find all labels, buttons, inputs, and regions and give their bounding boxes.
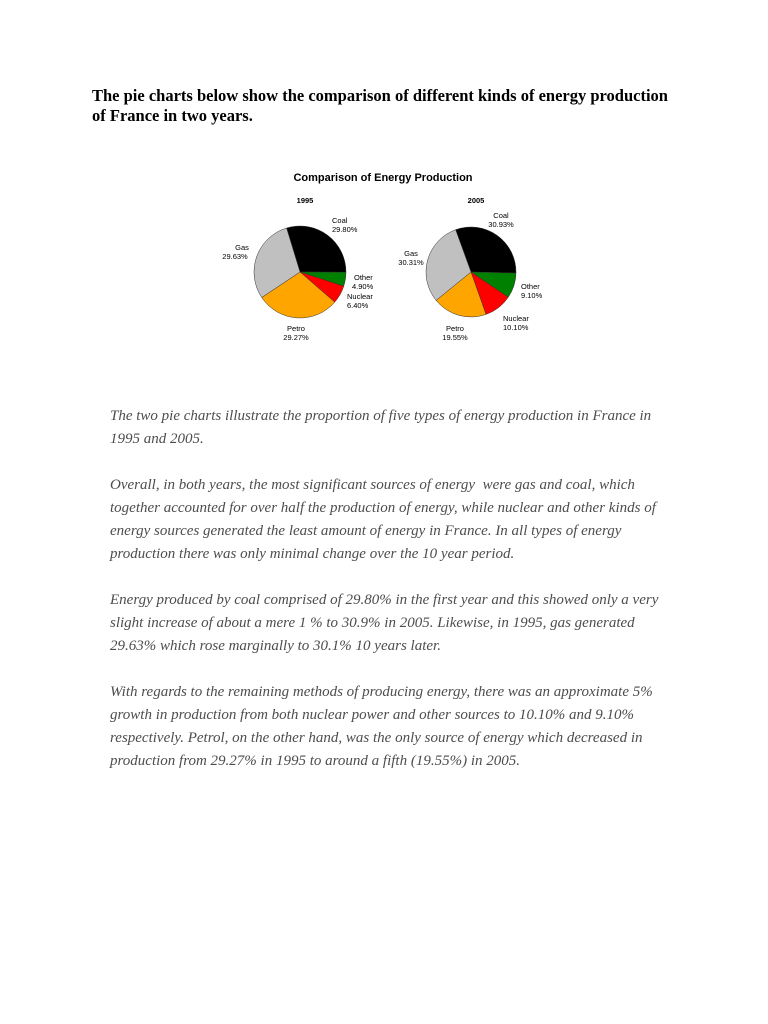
pie-year-title: 2005 bbox=[467, 196, 485, 205]
energy-production-chart bbox=[215, 160, 550, 352]
paragraph-line: Energy produced by coal comprised of 29.80% in the first year and this showed only a very bbox=[110, 592, 659, 608]
slice-value-coal: 30.93% bbox=[488, 220, 514, 229]
paragraph-line: slight increase of about a mere 1 % to 30.9% in 2005. Likewise, in 1995, gas generated bbox=[110, 615, 635, 631]
pie-chart-1995 bbox=[222, 196, 373, 342]
pie-chart-2005 bbox=[398, 196, 542, 342]
slice-label-gas: Gas bbox=[404, 249, 418, 258]
page-heading bbox=[92, 86, 668, 126]
slice-label-nuclear: Nuclear bbox=[347, 292, 373, 301]
slice-label-nuclear: Nuclear bbox=[503, 314, 529, 323]
slice-value-other: 4.90% bbox=[352, 282, 374, 291]
paragraph-line: respectively. Petrol, on the other hand, was the only source of energy which decreased in bbox=[110, 730, 643, 746]
essay-paragraph-4 bbox=[110, 681, 710, 773]
paragraph-line: The two pie charts illustrate the proportion of five types of energy production in France in bbox=[110, 408, 652, 424]
paragraph-line: 1995 and 2005. bbox=[110, 431, 204, 447]
slice-value-gas: 29.63% bbox=[222, 252, 248, 261]
essay-paragraph-2 bbox=[110, 474, 710, 566]
slice-label-coal: Coal bbox=[332, 216, 348, 225]
essay-paragraph-1 bbox=[110, 405, 710, 451]
slice-value-petro: 19.55% bbox=[442, 333, 468, 342]
paragraph-line: 29.63% which rose marginally to 30.1% 10 years later. bbox=[110, 638, 441, 654]
paragraph-line: together accounted for over half the production of energy, while nuclear and other kinds of bbox=[110, 500, 656, 516]
paragraph-line: With regards to the remaining methods of producing energy, there was an approximate 5% bbox=[110, 684, 653, 700]
slice-value-nuclear: 6.40% bbox=[347, 301, 369, 310]
slice-label-coal: Coal bbox=[493, 211, 509, 220]
slice-label-other: Other bbox=[354, 273, 373, 282]
heading-line: The pie charts below show the comparison of different kinds of energy production bbox=[92, 86, 668, 105]
paragraph-line: production there was only minimal change over the 10 year period. bbox=[110, 546, 515, 562]
paragraph-line: production from 29.27% in 1995 to around a fifth (19.55%) in 2005. bbox=[110, 753, 520, 769]
heading-line: of France in two years. bbox=[92, 106, 253, 125]
essay-body bbox=[110, 405, 710, 796]
slice-value-other: 9.10% bbox=[521, 291, 543, 300]
paragraph-line: growth in production from both nuclear power and other sources to 10.10% and 9.10% bbox=[110, 707, 635, 723]
slice-label-gas: Gas bbox=[235, 243, 249, 252]
slice-value-nuclear: 10.10% bbox=[503, 323, 529, 332]
paragraph-line: Overall, in both years, the most significant sources of energy were gas and coal, which bbox=[110, 477, 635, 493]
slice-value-petro: 29.27% bbox=[283, 333, 309, 342]
chart-title: Comparison of Energy Production bbox=[293, 172, 473, 184]
slice-value-coal: 29.80% bbox=[332, 225, 358, 234]
essay-paragraph-3 bbox=[110, 589, 710, 658]
slice-label-petro: Petro bbox=[287, 324, 305, 333]
slice-label-petro: Petro bbox=[446, 324, 464, 333]
slice-label-other: Other bbox=[521, 282, 540, 291]
slice-value-gas: 30.31% bbox=[398, 258, 424, 267]
pie-year-title: 1995 bbox=[296, 196, 314, 205]
paragraph-line: energy sources generated the least amount of energy in France. In all types of energy bbox=[110, 523, 622, 539]
